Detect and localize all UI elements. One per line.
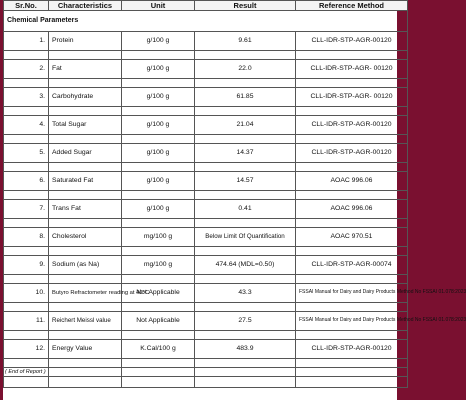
spacer-row — [4, 219, 408, 228]
method-cell: CLL-IDR-STP-AGR- 00120 — [296, 60, 408, 79]
characteristic-cell: Butyro Refractometer reading at 40°C — [49, 284, 122, 303]
unit-cell: g/100 g — [122, 32, 195, 51]
unit-cell: g/100 g — [122, 116, 195, 135]
unit-cell: Not Applicable — [122, 312, 195, 331]
table-row — [4, 144, 408, 163]
result-cell: 0.41 — [195, 200, 296, 219]
results-table — [3, 0, 466, 388]
section-row — [4, 11, 408, 32]
header-sr-no: Sr.No. — [4, 1, 49, 11]
unit-cell: K.Cal/100 g — [122, 340, 195, 359]
spacer-row — [4, 107, 408, 116]
header-unit: Unit — [122, 1, 195, 11]
result-cell: 61.85 — [195, 88, 296, 107]
table-row — [4, 60, 408, 79]
sr-no-cell: 7. — [4, 200, 49, 219]
sr-no-cell: 1. — [4, 32, 49, 51]
unit-cell: g/100 g — [122, 172, 195, 191]
method-cell: CLL-IDR-STP-AGR- 00120 — [296, 88, 408, 107]
table-row — [4, 284, 408, 303]
unit-cell: mg/100 g — [122, 256, 195, 275]
table-row — [4, 228, 408, 247]
table-row — [4, 256, 408, 275]
result-cell: 21.04 — [195, 116, 296, 135]
method-cell: FSSAI Manual for Dairy and Dairy Products Method No FSSAI 01.078:2023 — [296, 312, 408, 331]
unit-cell: Not Applicable — [122, 284, 195, 303]
characteristic-cell: Fat — [49, 60, 122, 79]
sr-no-cell: 4. — [4, 116, 49, 135]
method-cell: AOAC 996.06 — [296, 172, 408, 191]
characteristic-cell: Protein — [49, 32, 122, 51]
unit-cell: g/100 g — [122, 144, 195, 163]
sr-no-cell: 12. — [4, 340, 49, 359]
end-of-report-note: ( End of Report ) — [4, 368, 49, 377]
section-title: Chemical Parameters — [4, 11, 408, 32]
method-cell: CLL-IDR-STP-AGR-00120 — [296, 144, 408, 163]
header-characteristics: Characteristics — [49, 1, 122, 11]
trailing-row — [4, 377, 408, 388]
sr-no-cell: 11. — [4, 312, 49, 331]
sr-no-cell: 2. — [4, 60, 49, 79]
unit-cell: mg/100 g — [122, 228, 195, 247]
result-cell: 43.3 — [195, 284, 296, 303]
characteristic-cell: Sodium (as Na) — [49, 256, 122, 275]
spacer-row — [4, 51, 408, 60]
characteristic-cell: Cholesterol — [49, 228, 122, 247]
unit-cell: g/100 g — [122, 88, 195, 107]
end-row — [4, 368, 408, 377]
sr-no-cell: 10. — [4, 284, 49, 303]
spacer-row — [4, 303, 408, 312]
result-cell: 474.64 (MDL=0.50) — [195, 256, 296, 275]
table-row — [4, 200, 408, 219]
characteristic-cell: Carbohydrate — [49, 88, 122, 107]
result-cell: 22.0 — [195, 60, 296, 79]
result-cell: 483.9 — [195, 340, 296, 359]
table-row — [4, 88, 408, 107]
spacer-row — [4, 247, 408, 256]
spacer-row — [4, 135, 408, 144]
table-row — [4, 312, 408, 331]
method-cell: CLL-IDR-STP-AGR-00074 — [296, 256, 408, 275]
result-cell: Below Limit Of Quantification — [195, 228, 296, 247]
method-cell: CLL-IDR-STP-AGR-00120 — [296, 340, 408, 359]
sr-no-cell: 6. — [4, 172, 49, 191]
method-cell: CLL-IDR-STP-AGR-00120 — [296, 32, 408, 51]
spacer-row — [4, 275, 408, 284]
sr-no-cell: 5. — [4, 144, 49, 163]
table-row — [4, 340, 408, 359]
spacer-row — [4, 191, 408, 200]
report-sheet — [3, 0, 466, 400]
method-cell: FSSAI Manual for Dairy and Dairy Products Method No FSSAI 01.078:2023 — [296, 284, 408, 303]
sr-no-cell: 9. — [4, 256, 49, 275]
header-result: Result — [195, 1, 296, 11]
table-row — [4, 172, 408, 191]
table-row — [4, 116, 408, 135]
result-cell: 27.5 — [195, 312, 296, 331]
spacer-row — [4, 331, 408, 340]
sr-no-cell: 3. — [4, 88, 49, 107]
result-cell: 14.37 — [195, 144, 296, 163]
method-cell: CLL-IDR-STP-AGR-00120 — [296, 116, 408, 135]
characteristic-cell: Total Sugar — [49, 116, 122, 135]
result-cell: 9.61 — [195, 32, 296, 51]
characteristic-cell: Trans Fat — [49, 200, 122, 219]
spacer-row — [4, 163, 408, 172]
characteristic-cell: Saturated Fat — [49, 172, 122, 191]
header-row — [4, 1, 408, 11]
sr-no-cell: 8. — [4, 228, 49, 247]
characteristic-cell: Reichert Meissl value — [49, 312, 122, 331]
spacer-row — [4, 359, 408, 368]
method-cell: AOAC 996.06 — [296, 200, 408, 219]
spacer-row — [4, 79, 408, 88]
result-cell: 14.57 — [195, 172, 296, 191]
table-row — [4, 32, 408, 51]
unit-cell: g/100 g — [122, 60, 195, 79]
header-reference-method: Reference Method — [296, 1, 408, 11]
unit-cell: g/100 g — [122, 200, 195, 219]
characteristic-cell: Added Sugar — [49, 144, 122, 163]
method-cell: AOAC 970.51 — [296, 228, 408, 247]
characteristic-cell: Energy Value — [49, 340, 122, 359]
